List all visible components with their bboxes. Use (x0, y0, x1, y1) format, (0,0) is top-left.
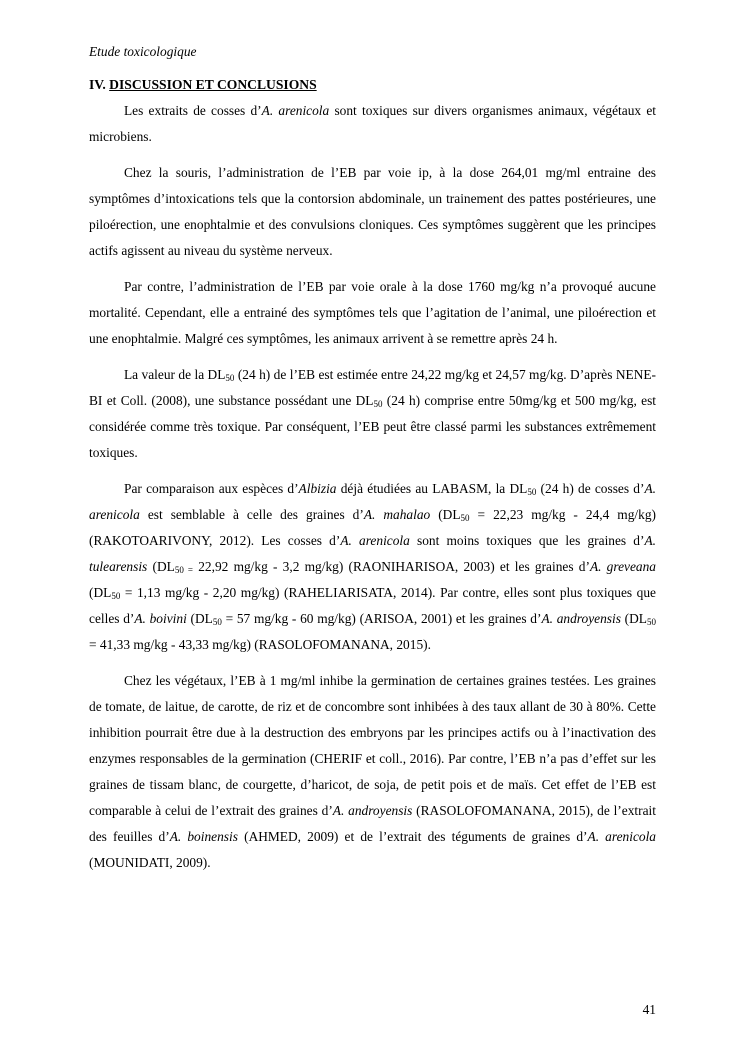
species-name: A. boivini (134, 611, 187, 626)
text-run: = 57 mg/kg - 60 mg/kg) (ARISOA, 2001) et les graines d’ (221, 611, 542, 626)
species-name: A. greveana (589, 559, 657, 574)
paragraph-4 (89, 362, 656, 466)
page-number: 41 (642, 1002, 656, 1017)
text-run: (RASOLOFOMANANA, 2015), de l’extrait des feuilles d’ (89, 803, 656, 844)
species-name: A. androyensis (332, 803, 413, 818)
paragraph-3 (89, 274, 656, 352)
text-run: La valeur de la DL (124, 367, 226, 382)
paragraph-6 (89, 668, 656, 876)
text-run: (24 h) comprise entre 50mg/kg et 500 mg/kg, est considérée comme très toxique. Par conséquent, l’EB peut être classé parmi les substances extrêmement toxiques. (89, 393, 656, 460)
text-run: (DL (186, 611, 213, 626)
species-name: A. tulearensis (89, 533, 656, 574)
species-name: Albizia (298, 481, 337, 496)
text-run: sont toxiques sur divers organismes animaux, végétaux et microbiens. (89, 103, 656, 144)
text-run: (24 h) de l’EB est estimée entre 24,22 mg/kg et 24,57 mg/kg. D’après NENE-BI et Coll. (2008), une substance possédant une DL (89, 367, 657, 408)
text-run: (DL (620, 611, 647, 626)
text-run: Chez la souris, l’administration de l’EB par voie ip, à la dose 264,01 mg/ml entraine des symptômes d’intoxications tels que la contorsion abdominale, un trainement des pattes postérieures, une piloérection, une enophtalmie et des convulsions cloniques. Ces symptômes suggèrent que les principes actifs agissent au niveau du système nerveux. (89, 165, 656, 258)
species-name: A. androyensis (541, 611, 621, 626)
text-run: déjà étudiées au LABASM, la DL (336, 481, 528, 496)
species-name: A. arenicola (261, 103, 330, 118)
text-run: = 1,13 mg/kg - 2,20 mg/kg) (RAHELIARISATA, 2014). Par contre, elles sont plus toxiques que celles d’ (89, 585, 656, 626)
text-run: (DL (430, 507, 461, 522)
section-heading (89, 76, 317, 94)
text-run: Par contre, l’administration de l’EB par voie orale à la dose 1760 mg/kg n’a provoqué aucune mortalité. Cependant, elle a entrainé des symptômes tels que l’agitation de l’animal, une piloérection et une enophtalmie. Malgré ces symptômes, les animaux arrivent à se remettre après 24 h. (89, 279, 656, 346)
species-name: A. arenicola (340, 533, 410, 548)
subscript: 50 (646, 617, 656, 627)
text-run: (DL (89, 585, 112, 600)
text-run: (DL (147, 559, 175, 574)
running-header: Etude toxicologique (89, 44, 197, 59)
species-name: A. arenicola (587, 829, 657, 844)
species-name: A. arenicola (89, 481, 656, 522)
paragraph-1 (89, 98, 656, 150)
text-run: Chez les végétaux, l’EB à 1 mg/ml inhibe la germination de certaines graines testées. Les graines de tomate, de laitue, de carotte, de riz et de concombre sont inhibées à des taux allant de 30 à 80%. Cette inhibition pourrait être due à la destruction des embryons par les principes actifs ou à l’inactivation des enzymes responsables de la germination (CHERIF et coll., 2016). Par contre, l’EB n’a pas d’effet sur les graines de tissam blanc, de courgette, d’haricot, de soja, de petit pois et de maïs. Cet effet de l’EB est comparable à celui de l’extrait des graines d’ (89, 673, 656, 818)
text-run: est semblable à celle des graines d’ (139, 507, 364, 522)
text-run: Les extraits de cosses d’ (124, 103, 262, 118)
text-run: 22,92 mg/kg - 3,2 mg/kg) (RAONIHARISOA, 2003) et les graines d’ (193, 559, 590, 574)
paragraph-2 (89, 160, 656, 264)
paragraph-5 (89, 476, 656, 658)
subscript: 50 (212, 617, 222, 627)
subscript: 50 = (174, 565, 194, 575)
text-run: = 22,23 mg/kg - 24,4 mg/kg) (RAKOTOARIVONY, 2012). Les cosses d’ (89, 507, 656, 548)
species-name: A. boinensis (169, 829, 238, 844)
text-run: (AHMED, 2009) et de l’extrait des téguments de graines d’ (237, 829, 588, 844)
section-title: DISCUSSION ET CONCLUSIONS (109, 77, 317, 92)
text-run: (MOUNIDATI, 2009). (89, 855, 211, 870)
subscript: 50 (527, 487, 537, 497)
text-run: sont moins toxiques que les graines d’ (409, 533, 645, 548)
text-run: Par comparaison aux espèces d’ (124, 481, 299, 496)
subscript: 50 (373, 399, 383, 409)
text-run: = 41,33 mg/kg - 43,33 mg/kg) (RASOLOFOMANANA, 2015). (89, 637, 431, 652)
section-number: IV. (89, 77, 106, 92)
subscript: 50 (111, 591, 121, 601)
subscript: 50 (460, 513, 470, 523)
subscript: 50 (225, 373, 235, 383)
body-text (89, 98, 656, 876)
species-name: A. mahalao (363, 507, 431, 522)
text-run: (24 h) de cosses d’ (536, 481, 645, 496)
